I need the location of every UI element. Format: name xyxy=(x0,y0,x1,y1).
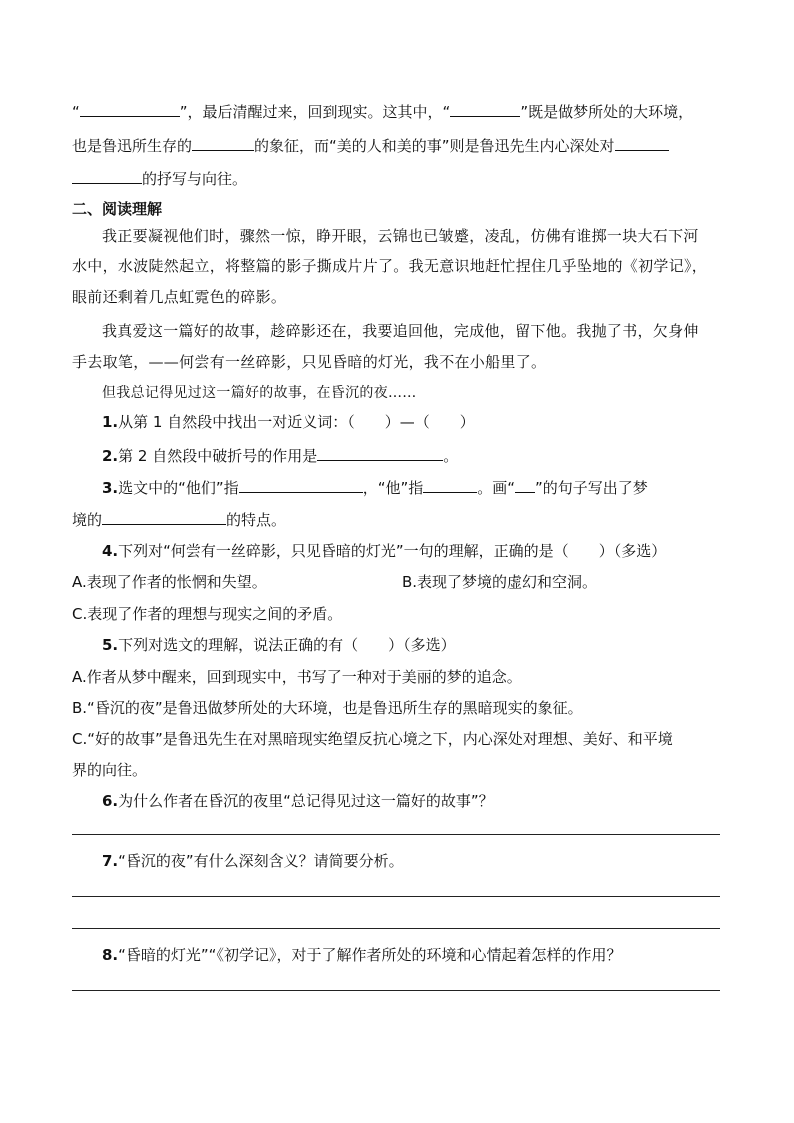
question-text: “昏沉的夜”有什么深刻含义？请简要分析。 xyxy=(118,852,404,870)
question-number: 1. xyxy=(102,413,119,431)
question-number: 3. xyxy=(102,479,119,497)
question-3-line-2 xyxy=(72,509,286,530)
question-5 xyxy=(102,635,456,655)
question-text: ”的句子写出了梦 xyxy=(535,479,648,497)
intro-text: 的抒写与向往。 xyxy=(142,170,248,188)
question-2 xyxy=(102,445,458,466)
passage-line: 水中，水波陡然起立，将整篇的影子撕成片片了。我无意识地赶忙捏住几乎坠地的《初学记》， xyxy=(72,257,708,275)
question-text: ） xyxy=(459,413,475,431)
option-c[interactable]: C.“好的故事”是鲁迅先生在对黑暗现实绝望反抗心境之下，内心深处对理想、美好、和平境 xyxy=(72,730,673,748)
option-c-wrap xyxy=(72,604,342,624)
question-number: 8. xyxy=(102,946,119,964)
question-text: “昏暗的灯光”“《初学记》，对于了解作者所处的环境和心情起着怎样的作用？ xyxy=(118,946,622,964)
passage-line: 手去取笔，——何尝有一丝碎影，只见昏暗的灯光，我不在小船里了。 xyxy=(72,353,547,371)
option-b[interactable]: B.“昏沉的夜”是鲁迅做梦所处的大环境，也是鲁迅所生存的黑暗现实的象征。 xyxy=(72,699,583,717)
question-text: ，“他”指 xyxy=(362,479,424,497)
fill-blank[interactable] xyxy=(317,445,443,461)
question-text: 为什么作者在昏沉的夜里“总记得见过这一篇好的故事”？ xyxy=(118,792,494,810)
passage-line: 但我总记得见过这一篇好的故事，在昏沉的夜…… xyxy=(102,385,417,401)
q5-option-b-wrap xyxy=(72,698,583,718)
answer-line[interactable] xyxy=(72,834,720,835)
q5-option-c-wrap xyxy=(72,729,673,749)
fill-blank-4-cont[interactable] xyxy=(72,168,142,184)
underline-sample xyxy=(515,477,535,493)
fill-blank[interactable] xyxy=(239,477,363,493)
question-text: 选文中的“他们”指 xyxy=(118,479,239,497)
passage-line: 我正要凝视他们时，骤然一惊，睁开眼，云锦也已皱蹙，凌乱，仿佛有谁掷一块大石下河 xyxy=(102,227,699,245)
fill-blank-4[interactable] xyxy=(615,135,669,151)
passage-line: 眼前还剩着几点虹霓色的碎影。 xyxy=(72,288,287,306)
fill-blank-3[interactable] xyxy=(192,135,254,151)
question-text: ）（多选） xyxy=(388,636,456,654)
question-4-options xyxy=(72,572,267,592)
intro-text: 的象征，而“美的人和美的事”则是鲁迅先生内心深处对 xyxy=(254,137,615,155)
intro-line-1 xyxy=(72,101,693,122)
question-number: 4. xyxy=(102,542,119,560)
question-text: 下列对“何尝有一丝碎影，只见昏暗的灯光”一句的理解，正确的是（ xyxy=(118,542,569,560)
option-b-wrap xyxy=(402,572,597,592)
option-a[interactable]: A.作者从梦中醒来，回到现实中，书写了一种对于美丽的梦的追念。 xyxy=(72,668,522,686)
intro-text: ”，最后清醒过来，回到现实。这其中，“ xyxy=(179,103,451,121)
answer-line[interactable] xyxy=(72,928,720,929)
section-title: 二、阅读理解 xyxy=(72,200,163,218)
question-text: 。画“ xyxy=(477,479,516,497)
question-number: 7. xyxy=(102,852,119,870)
intro-line-2 xyxy=(72,135,669,156)
question-3 xyxy=(102,477,648,498)
answer-line[interactable] xyxy=(72,990,720,991)
option-c[interactable]: C.表现了作者的理想与现实之间的矛盾。 xyxy=(72,605,343,623)
question-7 xyxy=(102,851,404,871)
option-b[interactable]: B.表现了梦境的虚幻和空洞。 xyxy=(402,573,598,591)
question-6 xyxy=(102,791,494,811)
option-a[interactable]: A.表现了作者的怅惘和失望。 xyxy=(72,573,267,591)
q5-option-c-line-2 xyxy=(72,760,147,780)
intro-text: ”既是做梦所处的大环境， xyxy=(520,103,694,121)
intro-line-3 xyxy=(72,168,247,189)
question-1 xyxy=(102,412,475,432)
question-text: 从第 1 自然段中找出一对近义词：（ xyxy=(118,413,355,431)
fill-blank-1[interactable] xyxy=(80,101,180,117)
question-text: 下列对选文的理解，说法正确的有（ xyxy=(118,636,359,654)
question-number: 5. xyxy=(102,636,119,654)
option-c-continued: 界的向往。 xyxy=(72,761,148,779)
question-text: 境的 xyxy=(72,511,103,529)
question-text: 第 2 自然段中破折号的作用是 xyxy=(118,447,318,465)
question-number: 6. xyxy=(102,792,119,810)
q5-option-a-wrap xyxy=(72,667,522,687)
question-4 xyxy=(102,541,666,561)
question-text: ）（多选） xyxy=(598,542,667,560)
question-8 xyxy=(102,945,621,965)
fill-blank[interactable] xyxy=(423,477,477,493)
question-text: 的特点。 xyxy=(226,511,287,529)
question-number: 2. xyxy=(102,447,119,465)
fill-blank-2[interactable] xyxy=(450,101,520,117)
answer-line[interactable] xyxy=(72,896,720,897)
passage-line: 我真爱这一篇好的故事，趁碎影还在，我要追回他，完成他，留下他。我抛了书，欠身伸 xyxy=(102,322,699,340)
question-text: ）—（ xyxy=(384,413,430,431)
question-text: 。 xyxy=(443,447,459,465)
intro-quote-open: “ xyxy=(72,103,80,121)
intro-text: 也是鲁迅所生存的 xyxy=(72,137,193,155)
fill-blank[interactable] xyxy=(102,509,226,525)
